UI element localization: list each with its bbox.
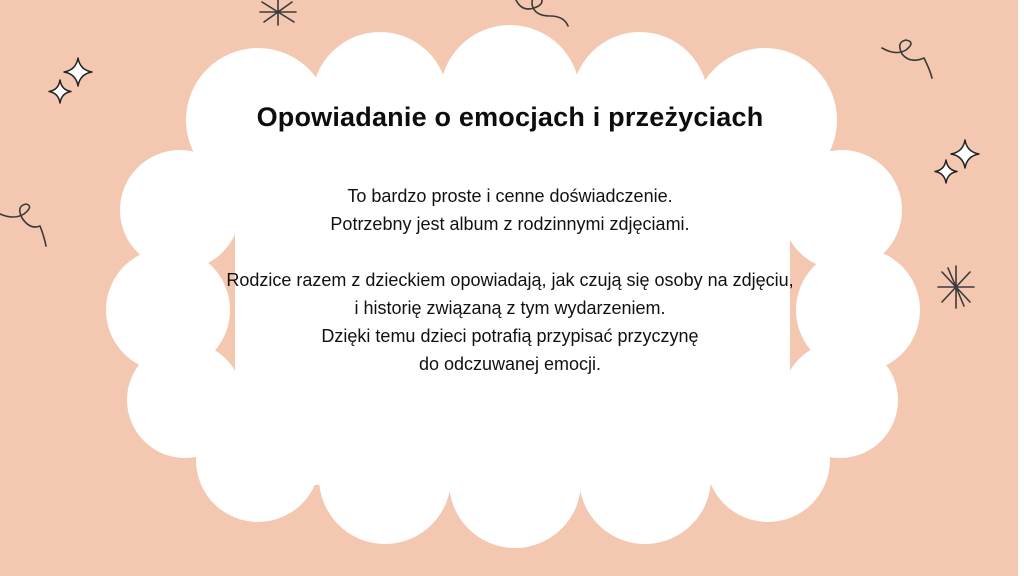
slide-title: Opowiadanie o emocjach i przeżyciach [256, 102, 764, 132]
intro-paragraph [170, 182, 850, 238]
body-line: Dzięki temu dzieci potrafią przypisać przyczynę [321, 326, 699, 346]
body-line: i historię związaną z tym wydarzeniem. [354, 298, 666, 318]
body-line: do odczuwanej emocji. [418, 354, 602, 374]
intro-line: To bardzo proste i cenne doświadczenie. [347, 186, 673, 206]
slide-edge [1018, 0, 1024, 576]
slide-content [170, 92, 850, 432]
body-paragraph [170, 266, 850, 378]
intro-line: Potrzebny jest album z rodzinnymi zdjęciami. [330, 214, 690, 234]
body-line: Rodzice razem z dzieckiem opowiadają, jak czują się osoby na zdjęciu, [226, 270, 794, 290]
